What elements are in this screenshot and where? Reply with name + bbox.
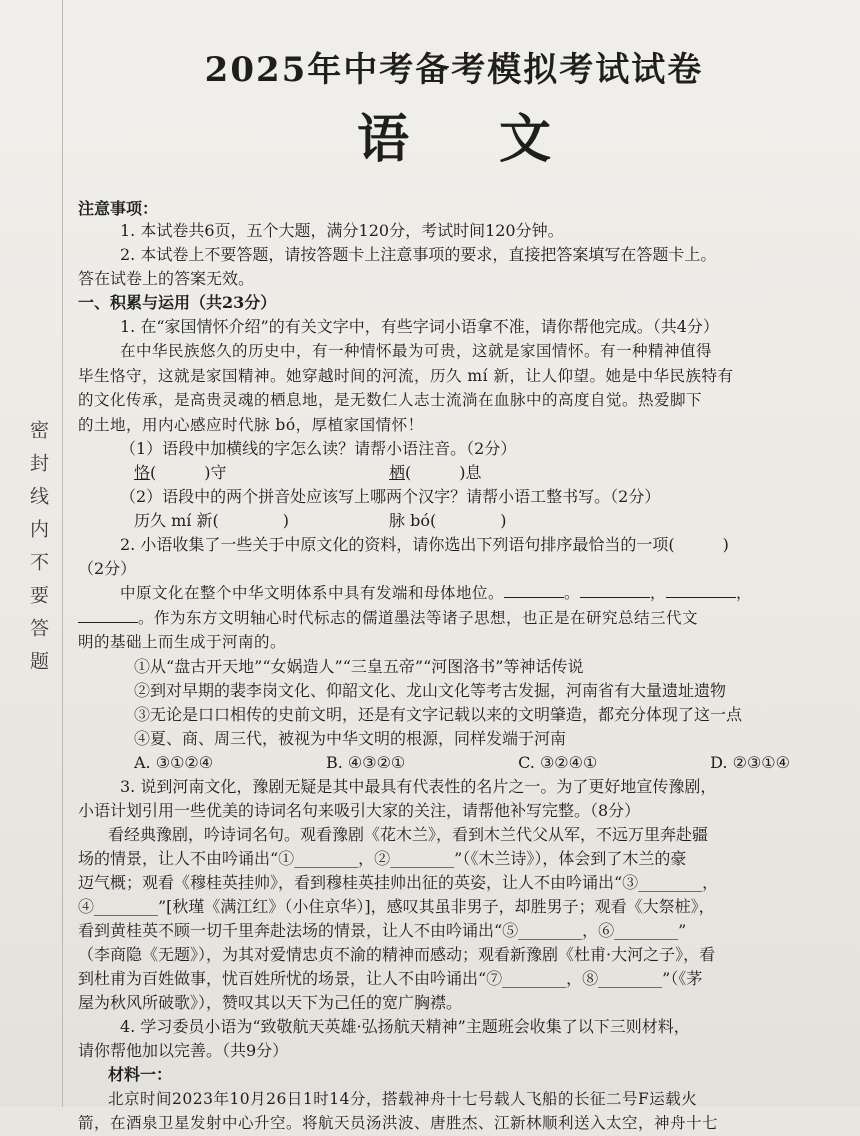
pinyin-answer-row [78,461,830,485]
option-d: D. ②③①④ [710,752,790,772]
question-3-line: 看经典豫剧，吟诗词名句。观看豫剧《花木兰》，看到木兰代父从军，不远万里奔赴疆 [108,824,709,844]
question-3-line: 迈气概；观看《穆桂英挂帅》，看到穆桂英挂帅出征的英姿，让人不由吟诵出“③________， [78,872,719,892]
passage-line [78,581,830,606]
question-4-line: 4. 学习委员小语为“致敬航天英雄·弘扬航天精神”主题班会收集了以下三则材料， [120,1016,690,1036]
option-a: A. ③①②④ [134,752,214,772]
punct: ， [650,584,667,602]
question-3-line: 小语计划引用一些优美的诗词名句来吸引大家的关注，请帮他补写完整。（8分） [78,800,641,820]
passage-line: 的文化传承，是高贵灵魂的栖息地，是无数仁人志士流淌在血脉中的高度自觉。热爱脚下 [78,391,703,409]
answer-slot: 脉 bó( ) [389,511,507,530]
passage-line: 明的基础上而生成于河南的。 [78,633,287,651]
question-1-stem: 1. 在“家国情怀介绍”的有关文字中，有些字词小语拿不准，请你帮他完成。（共4分） [120,317,719,336]
fill-blank [666,581,736,598]
notice-item: 2. 本试卷上不要答题，请按答题卡上注意事项的要求，直接把答案填写在答题卡上。 [120,245,717,264]
punct: ， [736,584,753,602]
material-line: 箭，在酒泉卫星发射中心升空。将航天员汤洪波、唐胜杰、江新林顺利送入太空，神舟十七 [78,1114,719,1132]
question-3-line: （李商隐《无题》），为其对爱情忠贞不渝的精神而感动；观看新豫剧《杜甫·大河之子》，看 [78,944,716,964]
answer-item [389,461,482,485]
underlined-char: 栖 [389,463,406,482]
passage-text: 中原文化在整个中华文明体系中具有发端和母体地位。 [120,584,505,602]
question-3-line: 屋为秋风所破歌》），赞叹其以天下为己任的宽广胸襟。 [78,992,463,1012]
section-heading: 一、积累与运用（共23分） [78,293,277,312]
exam-content [78,0,830,1136]
underlined-char: 恪 [134,463,151,482]
material-heading: 材料一： [108,1064,173,1084]
sentence-option: ①从“盘古开天地”“女娲造人”“三皇五帝”“河图洛书”等神话传说 [134,656,584,676]
seal-line-notice: 密封线内不要答题 [27,420,49,684]
question-3-line: ④________”[秋瑾《满江红》（小住京华）]，感叹其虽非男子，却胜男子；观看《大祭桩》， [78,896,715,916]
question-2-stem: 2. 小语收集了一些关于中原文化的资料，请你选出下列语句排序最恰当的一项( ) [120,535,729,554]
passage-line: 在中华民族悠久的历史中，有一种情怀最为可贵，这就是家国情怀。有一种精神值得 [120,342,713,360]
question-2-score: （2分） [78,559,137,578]
question-4-line: 请你帮他加以完善。（共9分） [78,1040,289,1060]
question-3-line: 看到黄桂英不顾一切千里奔赴法场的情景，让人不由吟诵出“⑤________，⑥________” [78,920,687,940]
notice-item: 答在试卷上的答案无效。 [78,269,255,288]
passage-text: 。作为东方文明轴心时代标志的儒道墨法等诸子思想，也正是在研究总结三代文 [138,608,699,627]
passage-line: 的土地，用内心感应时代脉 bó，厚植家国情怀！ [78,415,424,434]
sentence-option: ③无论是口口相传的史前文明，还是有文字记载以来的文明肇造，都充分体现了这一点 [134,704,743,724]
passage-line: 毕生恪守，这就是家国精神。她穿越时间的河流，历久 mí 新，让人仰望。她是中华民族特有 [78,366,734,385]
question-3-line: 3. 说到河南文化，豫剧无疑是其中最具有代表性的名片之一。为了更好地宣传豫剧， [120,776,717,796]
fill-blank [580,581,650,598]
hanzi-answer-row [78,509,830,533]
answer-slot: ( )息 [405,463,482,482]
sentence-option: ④夏、商、周三代，被视为中华文明的根源，同样发端于河南 [134,728,567,748]
material-line: 北京时间2023年10月26日1时14分，搭载神舟十七号载人飞船的长征二号F运载火 [108,1089,698,1108]
answer-slot: ( )守 [150,463,227,482]
notice-item: 1. 本试卷共6页，五个大题，满分120分，考试时间120分钟。 [120,221,564,240]
question-3-line: 场的情景，让人不由吟诵出“①________，②________”（《木兰诗》），体会到了木兰的豪 [78,848,687,868]
exam-title: 2025年中考备考模拟考试试卷 [204,50,704,90]
fill-blank [504,581,564,598]
answer-slot: 历久 mí 新( ) [134,511,289,530]
subject-title: 语文 [356,109,641,170]
answer-options [78,751,830,775]
option-b: B. ④③②① [325,752,406,772]
option-c: C. ③②④① [518,752,598,772]
question-3-line: 到杜甫为百姓做事，忧百姓所忧的场景，让人不由吟诵出“⑦________，⑧________”（《茅 [78,968,703,988]
binding-margin [0,0,63,1107]
sentence-option: ②到对早期的裴李岗文化、仰韶文化、龙山文化等考古发掘，河南省有大量遗址遗物 [134,680,727,700]
fill-blank [78,606,138,623]
question-1-sub1: （1）语段中加横线的字怎么读？请帮小语注音。（2分） [120,439,517,458]
answer-item [134,461,389,485]
punct: 。 [564,584,581,602]
notice-heading: 注意事项： [78,199,159,218]
question-1-sub2: （2）语段中的两个拼音处应该写上哪两个汉字？请帮小语工整书写。（2分） [120,487,661,506]
passage-line [78,606,830,631]
